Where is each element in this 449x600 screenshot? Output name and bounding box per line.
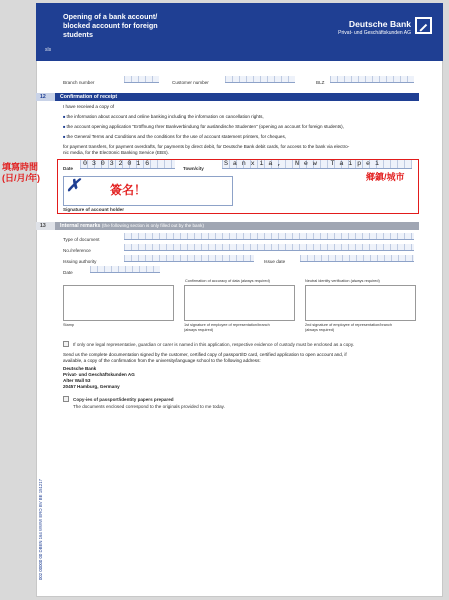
section-12-header: 12 Confirmation of receipt <box>36 93 419 101</box>
copies-prepared-note: The documents enclosed correspond to the originals provided to me today. <box>73 404 225 409</box>
receipt-tail: for payment transfers, for payment overdrafts, for payments by direct debit, for Deutsche Bank debit cards, for access to the bank via electro- nic media, for the Electronic Banking Service (EBS). <box>63 144 350 155</box>
deutsche-bank-logo-icon <box>415 17 432 34</box>
blz-label: BLZ <box>316 80 325 85</box>
town-label: Town/city <box>183 166 204 171</box>
issue-date-field[interactable] <box>300 255 414 262</box>
date-label-13: Date <box>63 270 73 275</box>
neutral-identity-label: Neutral identity verification (always required) <box>305 279 380 283</box>
signature-1-box[interactable] <box>184 285 295 321</box>
footer-form-code: 002 00000 00 DBEN 164 WWW ERO BV BE 151217 <box>38 478 43 580</box>
signature-label: Signature of account holder <box>63 207 124 212</box>
no-reference-label: No./reference <box>63 248 91 253</box>
form-title: Opening of a bank account/ blocked account for foreign students <box>63 12 158 39</box>
signature-field[interactable] <box>63 176 233 206</box>
customer-number-field[interactable] <box>225 76 295 83</box>
town-annotation: 鄉鎮/城市 <box>366 172 405 182</box>
date-field-13[interactable] <box>90 266 160 273</box>
form-header <box>36 3 443 61</box>
receipt-item-2: ■ the account opening application "Eröffnung Ihrer Bankverbindung für ausländische Studenten" (opening an account for foreign students), <box>63 124 344 129</box>
type-of-document-field[interactable] <box>124 233 414 240</box>
send-instructions: Send us the complete documentation signed by the customer, certified copy of passport/ID card, certified application to open account and, if available, a copy of the confirmation from the university/language school to the following address: <box>63 352 347 363</box>
bank-name: Deutsche Bank <box>348 19 411 29</box>
customer-number-label: Customer number <box>172 80 209 85</box>
no-reference-field[interactable] <box>124 244 414 251</box>
signature-2-label: 2nd signature of employee of representation/branch (always required) <box>305 323 392 332</box>
copies-prepared-checkbox[interactable] <box>63 396 69 402</box>
signature-1-label: 1st signature of employee of representation/branch (always required) <box>184 323 270 332</box>
date-label: Date <box>63 166 73 171</box>
signature-x-mark: ✗ <box>66 176 81 195</box>
issuing-authority-field[interactable] <box>124 255 254 262</box>
date-value: 03032016 <box>83 160 155 168</box>
bank-address: Deutsche Bank Privat- und Geschäftskunden AG Alter Wall 53 20457 Hamburg, Germany <box>63 366 135 389</box>
receipt-intro: I have received a copy of <box>63 104 115 109</box>
custody-checkbox-label: If only one legal representative, guardian or carer is named in this application, respective evidence of custody must be enclosed as a copy. <box>73 342 355 347</box>
issuing-authority-label: Issuing authority <box>63 259 97 264</box>
signature-2-box[interactable] <box>305 285 416 321</box>
custody-checkbox[interactable] <box>63 341 69 347</box>
branch-number-label: Branch number <box>63 80 95 85</box>
blz-field[interactable] <box>330 76 414 83</box>
section-13-header: 13 Internal remarks (the following section is only filled out by the bank) <box>36 222 419 230</box>
stamp-box[interactable] <box>63 285 174 321</box>
stamp-label: Stamp <box>63 323 74 327</box>
branch-number-field[interactable] <box>124 76 159 83</box>
signature-note: 簽名！ <box>110 183 147 197</box>
confirm-accuracy-label: Confirmation of accuracy of data (always required) <box>185 279 270 283</box>
issue-date-label: Issue date <box>264 259 286 264</box>
bank-subtitle: Privat- und Geschäftskunden AG <box>338 30 411 36</box>
type-of-document-label: Type of document <box>63 237 100 242</box>
form-code: sls <box>45 47 52 53</box>
copies-prepared-label: Copy-ies of passport/identity papers prepared <box>73 397 174 402</box>
receipt-item-3: ■ the General Terms and Conditions and the conditions for the use of account statement printers, for cheques, <box>63 134 287 139</box>
receipt-item-1: ■ the information about account and online banking including the information on cancellation rights, <box>63 114 264 119</box>
town-value: Sanxia, New Taipei <box>224 160 384 168</box>
date-annotation: 填寫時間 (日/月/年) <box>2 162 40 183</box>
